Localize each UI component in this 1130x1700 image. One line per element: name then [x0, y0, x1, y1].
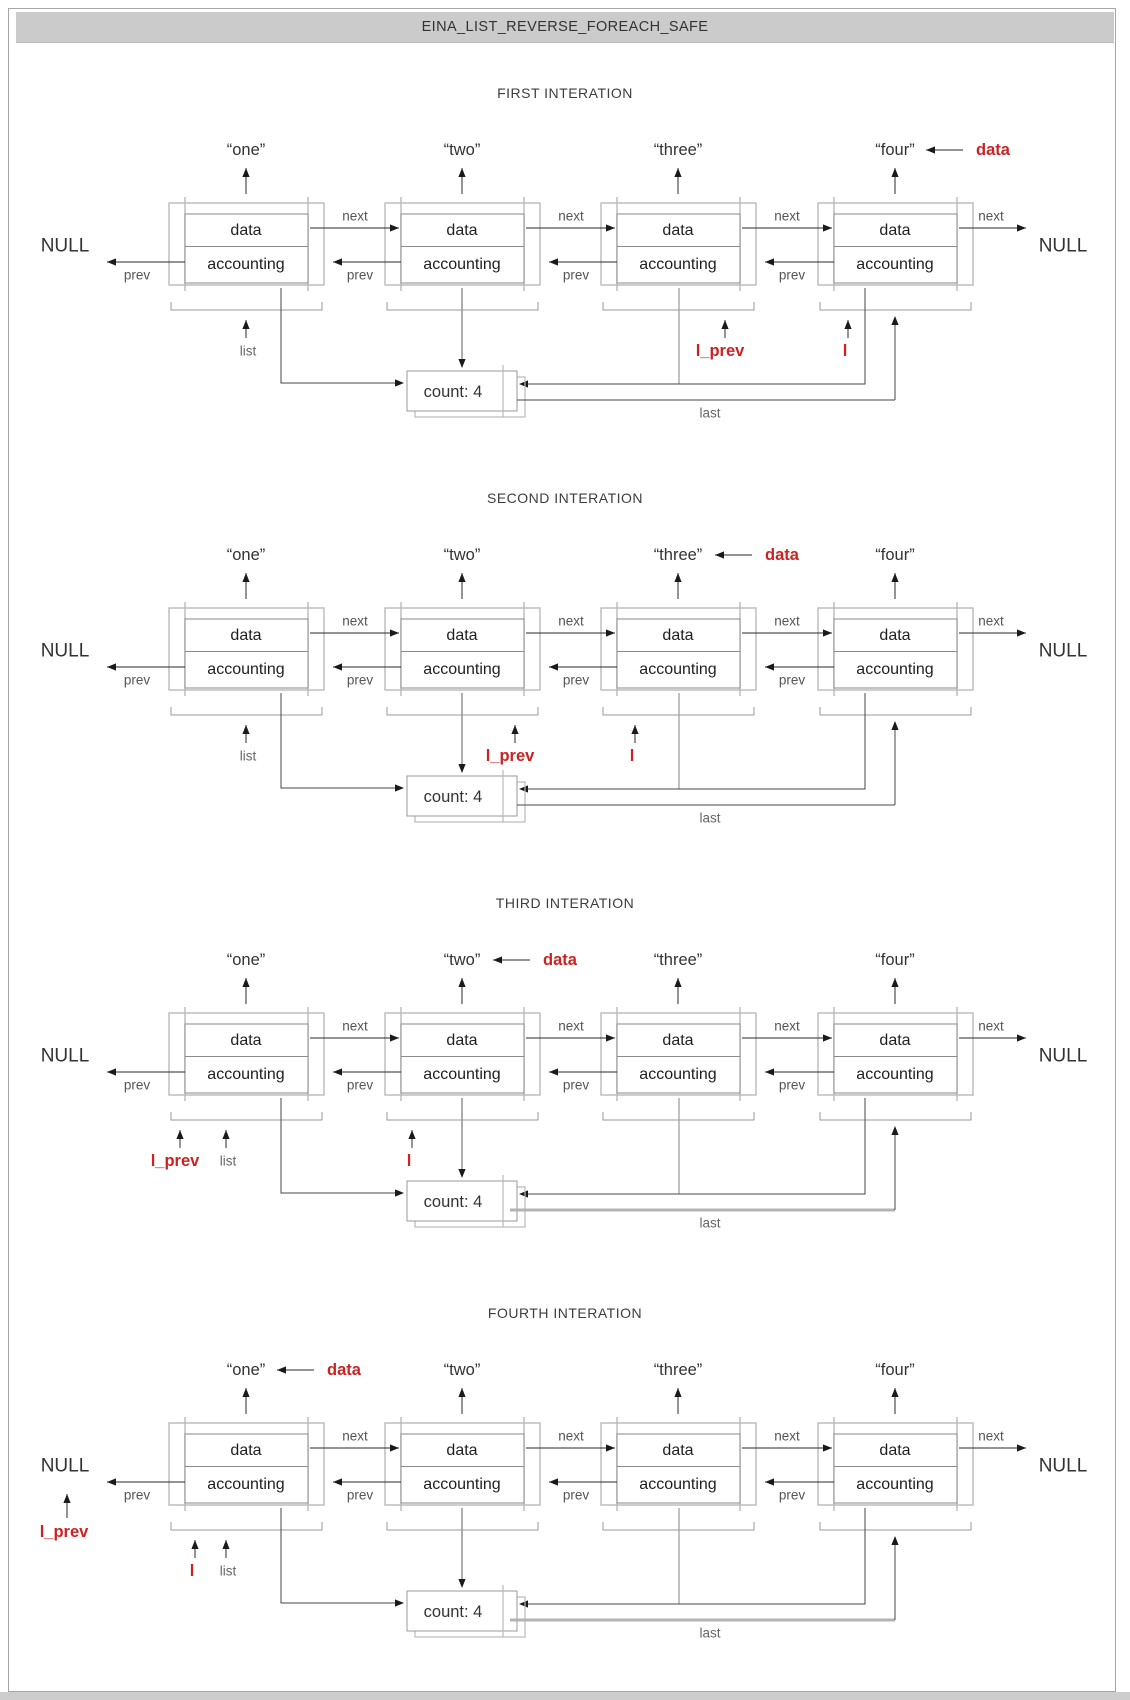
- count-top-arrow-head: [458, 1169, 465, 1178]
- prev-label: prev: [778, 1077, 806, 1093]
- data-value-arrow-head: [458, 1388, 465, 1397]
- count-value: count: 4: [423, 1603, 483, 1621]
- node-bracket: [820, 1522, 971, 1530]
- count-right-arrow-head: [519, 1190, 528, 1197]
- node-value-label: “three”: [653, 546, 703, 564]
- next-label: next: [774, 208, 800, 224]
- node-accounting-cell: accounting: [207, 1066, 285, 1083]
- next-arrow-head: [823, 224, 832, 231]
- prev-arrow-head: [549, 1068, 558, 1075]
- count-left-arrow-head: [395, 784, 404, 791]
- node-data-cell: data: [230, 222, 262, 239]
- node-accounting-cell: accounting: [856, 661, 934, 678]
- count-right-arrow-head: [519, 1600, 528, 1607]
- last-arrow-head: [891, 1126, 898, 1135]
- prev-arrow-head: [765, 1068, 774, 1075]
- prev-arrow-head: [765, 258, 774, 265]
- node-accounting-cell: accounting: [207, 661, 285, 678]
- list-arrow-head: [242, 725, 249, 734]
- node-bracket: [820, 302, 971, 310]
- l-pointer-label: l: [842, 342, 848, 360]
- data-value-arrow-head: [891, 1388, 898, 1397]
- node-value-label: “two”: [443, 141, 481, 159]
- last-label: last: [699, 405, 721, 421]
- data-pointer-arrow-head: [277, 1366, 286, 1373]
- node-accounting-cell: accounting: [423, 1066, 501, 1083]
- l-prev-pointer-label: l_prev: [39, 1523, 89, 1541]
- node-value-label: “two”: [443, 1361, 481, 1379]
- node-accounting-cell: accounting: [639, 1066, 717, 1083]
- count-value: count: 4: [423, 788, 483, 806]
- count-value: count: 4: [423, 383, 483, 401]
- list-label: list: [219, 1563, 237, 1579]
- next-label: next: [558, 1018, 584, 1034]
- node-data-cell: data: [446, 222, 478, 239]
- count-top-arrow-head: [458, 764, 465, 773]
- node-data-cell: data: [230, 1442, 262, 1459]
- null-terminator-left: NULL: [40, 235, 90, 257]
- node4-to-count-line: [528, 1508, 865, 1604]
- node-data-cell: data: [662, 627, 694, 644]
- l-pointer-arrow-head: [408, 1130, 415, 1139]
- data-pointer-arrow-head: [715, 551, 724, 558]
- node-value-label: “one”: [226, 951, 266, 969]
- node-value-label: “two”: [443, 951, 481, 969]
- last-arrow-head: [891, 721, 898, 730]
- prev-label: prev: [123, 1077, 151, 1093]
- prev-label: prev: [346, 672, 374, 688]
- node-bracket: [171, 1522, 322, 1530]
- next-arrow-head: [606, 224, 615, 231]
- prev-label: prev: [346, 1077, 374, 1093]
- l-prev-pointer-arrow-head: [721, 320, 728, 329]
- prev-label: prev: [562, 1077, 590, 1093]
- null-terminator-right: NULL: [1038, 1455, 1088, 1477]
- l-prev-pointer-label: l_prev: [485, 747, 535, 765]
- node-data-cell: data: [662, 222, 694, 239]
- node4-to-count-line: [528, 693, 865, 789]
- next-label: next: [978, 208, 1004, 224]
- node-value-label: “three”: [653, 1361, 703, 1379]
- node-value-label: “one”: [226, 141, 266, 159]
- node-accounting-cell: accounting: [423, 661, 501, 678]
- section-title: FOURTH INTERATION: [487, 1305, 643, 1321]
- data-value-arrow-head: [242, 573, 249, 582]
- node1-to-count-line: [281, 693, 395, 788]
- node-data-cell: data: [879, 1442, 911, 1459]
- next-arrow-head: [390, 1034, 399, 1041]
- node-value-label: “one”: [226, 546, 266, 564]
- data-value-arrow-head: [674, 1388, 681, 1397]
- list-arrow-head: [222, 1130, 229, 1139]
- prev-label: prev: [562, 267, 590, 283]
- last-label: last: [699, 810, 721, 826]
- node-data-cell: data: [662, 1032, 694, 1049]
- next-label: next: [978, 1018, 1004, 1034]
- prev-arrow-head: [765, 1478, 774, 1485]
- next-label: next: [558, 613, 584, 629]
- prev-label: prev: [123, 1487, 151, 1503]
- next-label: next: [342, 208, 368, 224]
- list-arrow-head: [222, 1540, 229, 1549]
- node-data-cell: data: [446, 1032, 478, 1049]
- null-terminator-right: NULL: [1038, 640, 1088, 662]
- list-label: list: [239, 343, 257, 359]
- next-to-null-arrow-head: [1017, 224, 1026, 231]
- count-left-arrow-head: [395, 1189, 404, 1196]
- next-label: next: [978, 613, 1004, 629]
- data-value-arrow-head: [242, 1388, 249, 1397]
- node-accounting-cell: accounting: [856, 256, 934, 273]
- prev-arrow-head: [765, 663, 774, 670]
- data-value-arrow-head: [458, 978, 465, 987]
- section-title: FIRST INTERATION: [497, 85, 633, 101]
- node1-to-count-line: [281, 1098, 395, 1193]
- node-accounting-cell: accounting: [207, 1476, 285, 1493]
- null-terminator-left: NULL: [40, 640, 90, 662]
- next-arrow-head: [606, 1034, 615, 1041]
- l-prev-pointer-label: l_prev: [695, 342, 745, 360]
- count-top-arrow-head: [458, 359, 465, 368]
- node-accounting-cell: accounting: [639, 1476, 717, 1493]
- data-pointer-label: data: [765, 546, 799, 564]
- next-to-null-arrow-head: [1017, 629, 1026, 636]
- node-data-cell: data: [662, 1442, 694, 1459]
- next-label: next: [342, 613, 368, 629]
- list-label: list: [239, 748, 257, 764]
- next-arrow-head: [823, 629, 832, 636]
- next-arrow-head: [390, 1444, 399, 1451]
- l-prev-pointer-label: l_prev: [150, 1152, 200, 1170]
- next-arrow-head: [606, 629, 615, 636]
- l-pointer-arrow-head: [631, 725, 638, 734]
- node-data-cell: data: [879, 1032, 911, 1049]
- node-accounting-cell: accounting: [423, 1476, 501, 1493]
- node1-to-count-line: [281, 288, 395, 383]
- data-value-arrow-head: [242, 168, 249, 177]
- prev-arrow-head: [549, 1478, 558, 1485]
- node-data-cell: data: [230, 627, 262, 644]
- node-value-label: “four”: [875, 141, 915, 159]
- data-pointer-label: data: [976, 141, 1010, 159]
- prev-to-null-arrow-head: [107, 258, 116, 265]
- data-pointer-label: data: [327, 1361, 361, 1379]
- l-prev-pointer-arrow-head: [63, 1494, 70, 1503]
- node-data-cell: data: [879, 627, 911, 644]
- node-bracket: [171, 302, 322, 310]
- null-terminator-right: NULL: [1038, 235, 1088, 257]
- l-pointer-label: l: [406, 1152, 412, 1170]
- prev-to-null-arrow-head: [107, 1068, 116, 1075]
- prev-to-null-arrow-head: [107, 663, 116, 670]
- node-accounting-cell: accounting: [856, 1066, 934, 1083]
- data-value-arrow-head: [674, 168, 681, 177]
- node-bracket: [820, 1112, 971, 1120]
- next-label: next: [558, 1428, 584, 1444]
- prev-label: prev: [123, 672, 151, 688]
- next-arrow-head: [823, 1444, 832, 1451]
- next-label: next: [774, 1428, 800, 1444]
- prev-label: prev: [562, 1487, 590, 1503]
- data-value-arrow-head: [674, 978, 681, 987]
- data-value-arrow-head: [891, 978, 898, 987]
- node-accounting-cell: accounting: [856, 1476, 934, 1493]
- null-terminator-left: NULL: [40, 1455, 90, 1477]
- last-label: last: [699, 1215, 721, 1231]
- node-accounting-cell: accounting: [207, 256, 285, 273]
- node-value-label: “two”: [443, 546, 481, 564]
- node-value-label: “three”: [653, 951, 703, 969]
- count-right-arrow-head: [519, 785, 528, 792]
- prev-arrow-head: [333, 1478, 342, 1485]
- node1-to-count-line: [281, 1508, 395, 1603]
- next-label: next: [978, 1428, 1004, 1444]
- window-title: EINA_LIST_REVERSE_FOREACH_SAFE: [421, 19, 709, 35]
- prev-label: prev: [562, 672, 590, 688]
- last-arrow-head: [891, 316, 898, 325]
- data-value-arrow-head: [242, 978, 249, 987]
- prev-to-null-arrow-head: [107, 1478, 116, 1485]
- prev-label: prev: [778, 267, 806, 283]
- prev-arrow-head: [333, 663, 342, 670]
- l-pointer-label: l: [629, 747, 635, 765]
- section-title: THIRD INTERATION: [495, 895, 635, 911]
- count-top-arrow-head: [458, 1579, 465, 1588]
- l-prev-pointer-arrow-head: [511, 725, 518, 734]
- prev-label: prev: [778, 672, 806, 688]
- prev-arrow-head: [549, 258, 558, 265]
- node-bracket: [171, 707, 322, 715]
- next-arrow-head: [390, 629, 399, 636]
- next-label: next: [774, 1018, 800, 1034]
- data-pointer-arrow-head: [926, 146, 935, 153]
- count-right-arrow-head: [519, 380, 528, 387]
- node-accounting-cell: accounting: [639, 661, 717, 678]
- data-value-arrow-head: [458, 573, 465, 582]
- section-title: SECOND INTERATION: [486, 490, 644, 506]
- node-data-cell: data: [230, 1032, 262, 1049]
- node-bracket: [820, 707, 971, 715]
- node-value-label: “four”: [875, 951, 915, 969]
- last-label: last: [699, 1625, 721, 1641]
- node4-to-count-line: [528, 1098, 865, 1194]
- data-pointer-arrow-head: [493, 956, 502, 963]
- count-left-arrow-head: [395, 1599, 404, 1606]
- next-label: next: [342, 1428, 368, 1444]
- l-pointer-arrow-head: [191, 1540, 198, 1549]
- data-pointer-label: data: [543, 951, 577, 969]
- l-prev-pointer-arrow-head: [176, 1130, 183, 1139]
- next-label: next: [558, 208, 584, 224]
- bottom-strip: [0, 1692, 1130, 1700]
- next-label: next: [774, 613, 800, 629]
- next-arrow-head: [606, 1444, 615, 1451]
- count-left-arrow-head: [395, 379, 404, 386]
- node4-to-count-line: [528, 288, 865, 384]
- node-bracket: [171, 1112, 322, 1120]
- prev-label: prev: [346, 1487, 374, 1503]
- prev-label: prev: [346, 267, 374, 283]
- l-pointer-label: l: [189, 1562, 195, 1580]
- node-data-cell: data: [879, 222, 911, 239]
- next-to-null-arrow-head: [1017, 1034, 1026, 1041]
- prev-arrow-head: [333, 1068, 342, 1075]
- l-pointer-arrow-head: [844, 320, 851, 329]
- data-value-arrow-head: [458, 168, 465, 177]
- data-value-arrow-head: [891, 168, 898, 177]
- last-arrow-head: [891, 1536, 898, 1545]
- node-value-label: “four”: [875, 546, 915, 564]
- next-arrow-head: [823, 1034, 832, 1041]
- null-terminator-right: NULL: [1038, 1045, 1088, 1067]
- list-arrow-head: [242, 320, 249, 329]
- node-value-label: “three”: [653, 141, 703, 159]
- node-data-cell: data: [446, 627, 478, 644]
- node-value-label: “four”: [875, 1361, 915, 1379]
- prev-arrow-head: [333, 258, 342, 265]
- data-value-arrow-head: [674, 573, 681, 582]
- data-value-arrow-head: [891, 573, 898, 582]
- node-accounting-cell: accounting: [639, 256, 717, 273]
- next-to-null-arrow-head: [1017, 1444, 1026, 1451]
- count-value: count: 4: [423, 1193, 483, 1211]
- node-accounting-cell: accounting: [423, 256, 501, 273]
- node-data-cell: data: [446, 1442, 478, 1459]
- prev-label: prev: [778, 1487, 806, 1503]
- list-label: list: [219, 1153, 237, 1169]
- node-value-label: “one”: [226, 1361, 266, 1379]
- prev-label: prev: [123, 267, 151, 283]
- next-arrow-head: [390, 224, 399, 231]
- prev-arrow-head: [549, 663, 558, 670]
- next-label: next: [342, 1018, 368, 1034]
- null-terminator-left: NULL: [40, 1045, 90, 1067]
